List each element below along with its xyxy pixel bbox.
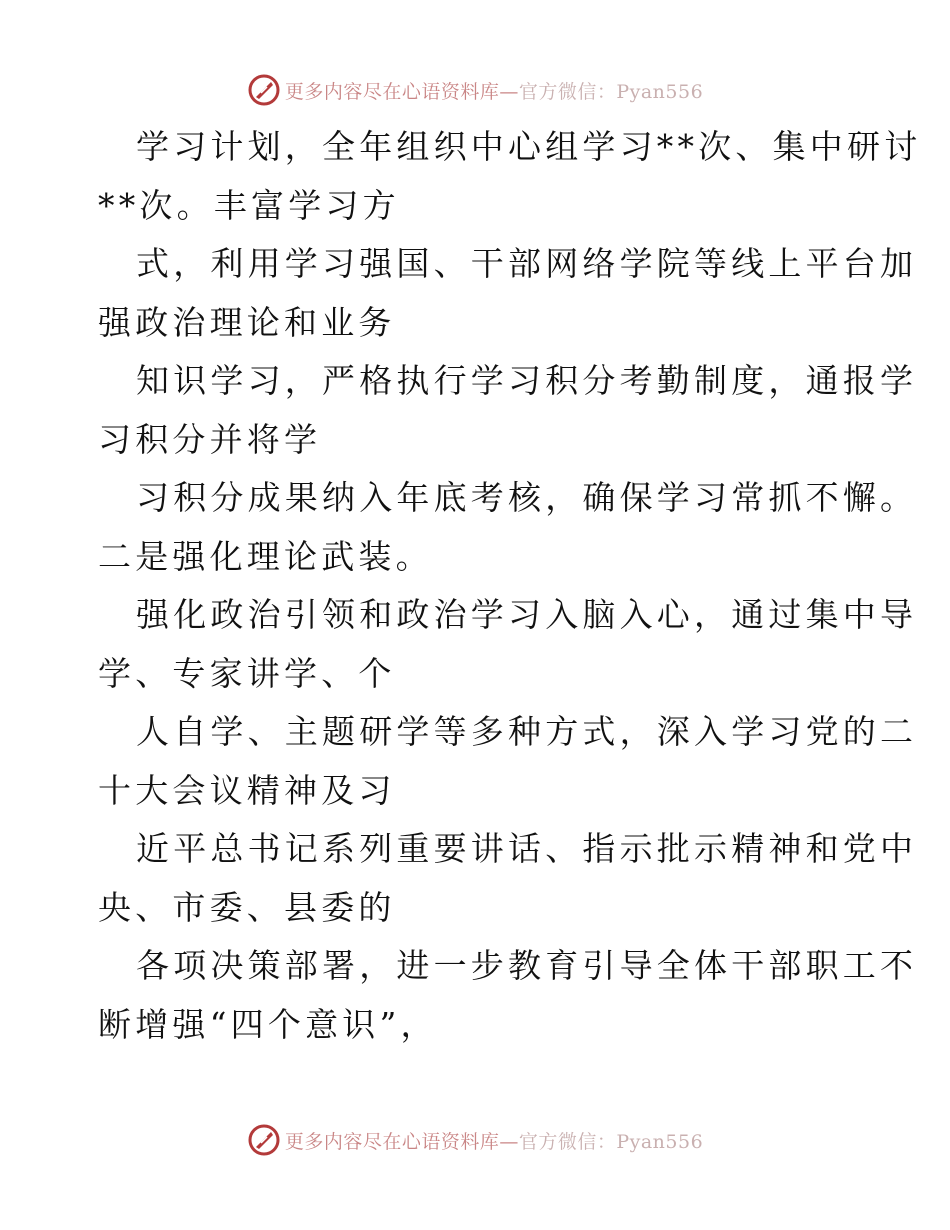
footer-wechat-text: 官方微信：Pyan556 [518,1130,704,1153]
header-watermark-banner [0,70,950,110]
body-line: 强化政治引领和政治学习入脑入心，通过集中导 [136,595,918,634]
footer-site-text: 更多内容尽在心语资料库 [284,1130,500,1153]
footer-banner-text [285,1127,703,1154]
body-line: 式，利用学习强国、干部网络学院等线上平台加 [136,244,918,283]
body-line: 二是强化理论武装。 [98,536,433,576]
body-line: 十大会议精神及习 [98,770,396,810]
header-site-text: 更多内容尽在心语资料库 [284,80,500,103]
body-line: 各项决策部署，进一步教育引导全体干部职工不 [136,946,918,985]
body-line: 学、专家讲学、个 [98,653,396,693]
quill-logo-icon [247,1123,281,1157]
body-line: 习积分成果纳入年底考核，确保学习常抓不懈。 [136,478,918,517]
body-line: 断增强“四个意识”， [98,1004,438,1044]
quill-logo-icon [247,73,281,107]
body-line: **次。丰富学习方 [98,185,400,225]
header-banner-text [285,77,703,104]
footer-separator: — [499,1130,519,1153]
body-line: 近平总书记系列重要讲话、指示批示精神和党中 [136,829,918,868]
body-line: 习积分并将学 [98,419,322,459]
header-separator: — [499,80,519,103]
body-line: 知识学习，严格执行学习积分考勤制度，通报学 [136,361,918,400]
document-body [98,118,922,1054]
body-line: 央、市委、县委的 [98,887,396,927]
body-line: 强政治理论和业务 [98,302,396,342]
footer-watermark-banner [0,1120,950,1160]
header-wechat-text: 官方微信：Pyan556 [518,80,704,103]
body-line: 人自学、主题研学等多种方式，深入学习党的二 [136,712,918,751]
body-line: 学习计划，全年组织中心组学习**次、集中研讨 [136,127,922,166]
